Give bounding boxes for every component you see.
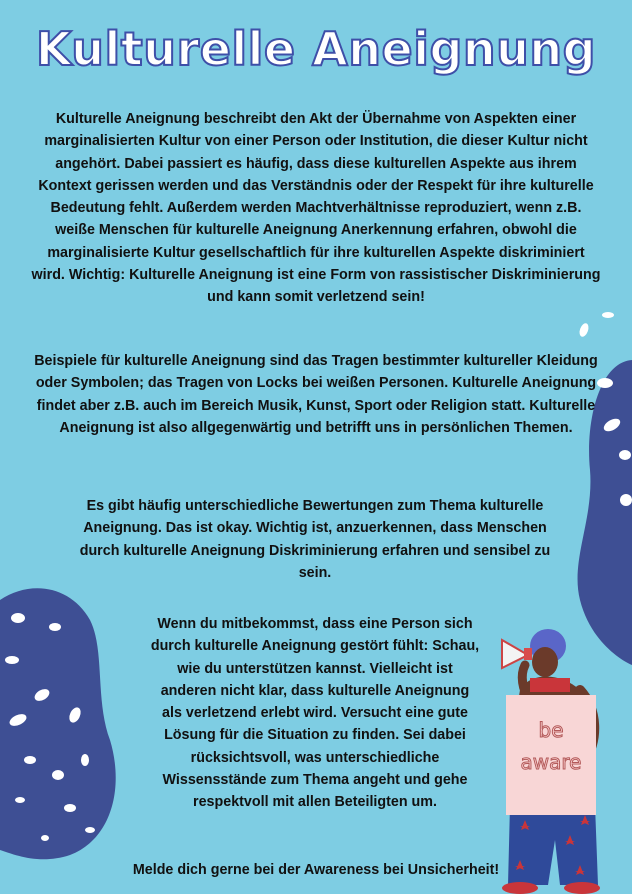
sign-text-aware: aware <box>520 750 582 774</box>
paragraph-examples: Beispiele für kulturelle Aneignung sind das Tragen bestimmter kultureller Kleidung oder Symbolen; das Tragen von Locks bei weißen Personen. Kulturelle Aneignung findet aber z.B. auch im Bereich Musik, Kunst, Sport oder Religion statt. Kulturelle Aneignung ist also allgegenwärtig und betrifft uns in persönlichen Themen. <box>34 353 598 436</box>
paragraph-support: Wenn du mitbekommst, dass eine Person sich durch kulturelle Aneignung gestört fühlt: Schau, wie du unterstützen kannst. Vielleicht ist anderen nicht klar, dass kulturelle Aneignung als verletzend erlebt wird. Versucht eine gute Lösung für die Situation zu finden. Sei dabei rücksichtsvoll, was unterschiedliche Wissensstände zum Thema angeht und gehe respektvoll mit allen Beteiligten um. <box>150 616 480 811</box>
paragraph-evaluations: Es gibt häufig unterschiedliche Bewertungen zum Thema kulturelle Aneignung. Das ist okay. Wichtig ist, anzuerkennen, dass Menschen durch kulturelle Aneignung Diskriminierung erfahren und sensibel zu sein. <box>79 498 551 581</box>
page-title: Kulturelle Aneignung <box>35 22 597 76</box>
paragraph-definition: Kulturelle Aneignung beschreibt den Akt der Übernahme von Aspekten einer marginalisierten Kultur von einer Person oder Institution, die dieser Kultur nicht angehört. Dabei passiert es häufig, dass diese kulturellen Aspekte aus ihrem Kontext gerissen werden und das Verständnis oder der Respekt für ihre kulturelle Bedeutung fehlt. Außerdem werden Machtverhältnisse reproduziert, wenn z.B. weiße Menschen für kulturelle Aneignung Anerkennung erfahren, obwohl die marginalisierte Kultur gesellschaftlich für ihre kulturellen Aspekte diskriminiert wird. Wichtig: Kulturelle Aneignung ist eine Form von rassistischer Diskriminierung und kann somit verletzend sein! <box>31 111 601 306</box>
sign-text-be: be <box>538 718 564 742</box>
paragraph-awareness-contact: Melde dich gerne bei der Awareness bei Unsicherheit! <box>132 862 500 878</box>
